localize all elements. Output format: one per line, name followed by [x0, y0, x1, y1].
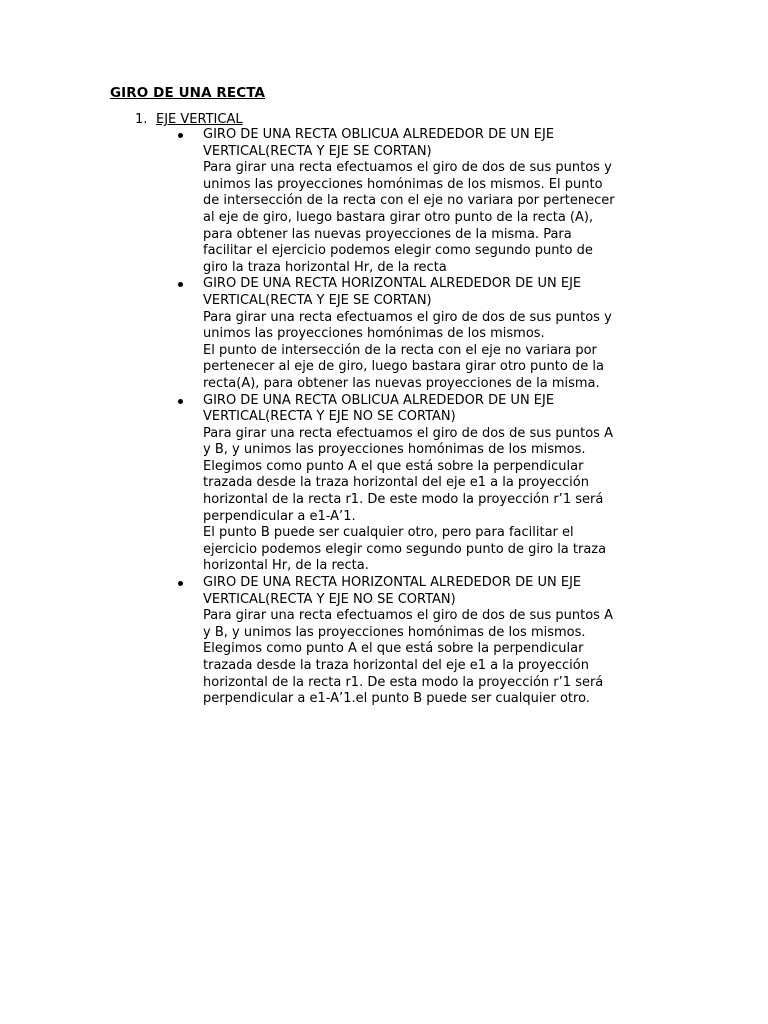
text-line: unimos las proyecciones homónimas de los mismos. — [203, 326, 545, 342]
text-line: unimos las proyecciones homónimas de los mismos. El punto — [203, 176, 603, 192]
text-line: GIRO DE UNA RECTA OBLICUA ALREDEDOR DE UN EJE — [203, 392, 555, 408]
text-line: ejercicio podemos elegir como segundo punto de giro la traza — [203, 541, 607, 557]
section-heading — [135, 112, 243, 127]
list-item-text — [203, 575, 663, 708]
list-item-text — [203, 276, 663, 392]
text-line: giro la traza horizontal Hr, de la recta — [203, 259, 447, 275]
bullet-icon — [178, 581, 183, 586]
text-line: VERTICAL(RECTA Y EJE SE CORTAN) — [203, 292, 432, 308]
text-line: perpendicular a e1-A’1.el punto B puede ser cualquier otro. — [203, 691, 590, 707]
text-line: Elegimos como punto A el que está sobre la perpendicular — [203, 641, 584, 657]
text-line: Para girar una recta efectuamos el giro de dos de sus puntos A — [203, 425, 613, 441]
text-line: GIRO DE UNA RECTA HORIZONTAL ALREDEDOR DE UN EJE — [203, 276, 582, 292]
list-item-text — [203, 127, 663, 276]
section-number: 1. — [135, 112, 148, 127]
list-item — [0, 393, 768, 576]
bullet-icon — [178, 399, 183, 404]
text-line: recta(A), para obtener las nuevas proyecciones de la misma. — [203, 375, 600, 391]
document-title: GIRO DE UNA RECTA — [110, 85, 266, 101]
text-line: de intersección de la recta con el eje no variara por pertenecer — [203, 193, 615, 209]
text-line: El punto de intersección de la recta con el eje no variara por — [203, 342, 597, 358]
text-line: VERTICAL(RECTA Y EJE NO SE CORTAN) — [203, 409, 456, 425]
text-line: VERTICAL(RECTA Y EJE SE CORTAN) — [203, 143, 432, 159]
bullet-icon — [178, 133, 183, 138]
text-line: Elegimos como punto A el que está sobre la perpendicular — [203, 458, 584, 474]
list-item — [0, 575, 768, 708]
text-line: Para girar una recta efectuamos el giro de dos de sus puntos A — [203, 608, 613, 624]
list-item — [0, 276, 768, 392]
list-item-text — [203, 393, 663, 576]
text-line: Para girar una recta efectuamos el giro de dos de sus puntos y — [203, 160, 612, 176]
text-line: al eje de giro, luego bastara girar otro punto de la recta (A), — [203, 209, 594, 225]
text-line: trazada desde la traza horizontal del eje e1 a la proyección — [203, 475, 589, 491]
section-label: EJE VERTICAL — [156, 112, 243, 127]
text-line: y B, y unimos las proyecciones homónimas de los mismos. — [203, 624, 586, 640]
text-line: y B, y unimos las proyecciones homónimas de los mismos. — [203, 442, 586, 458]
text-line: perpendicular a e1-A’1. — [203, 508, 356, 524]
text-line: horizontal de la recta r1. De esta modo la proyección r’1 será — [203, 674, 604, 690]
text-line: GIRO DE UNA RECTA HORIZONTAL ALREDEDOR DE UN EJE — [203, 575, 582, 591]
bullet-icon — [178, 282, 183, 287]
text-line: GIRO DE UNA RECTA OBLICUA ALREDEDOR DE UN EJE — [203, 127, 555, 142]
text-line: facilitar el ejercicio podemos elegir como segundo punto de — [203, 243, 593, 259]
text-line: horizontal Hr, de la recta. — [203, 558, 369, 574]
text-line: para obtener las nuevas proyecciones de la misma. Para — [203, 226, 572, 242]
text-line: horizontal de la recta r1. De este modo la proyección r’1 será — [203, 492, 604, 508]
text-line: pertenecer al eje de giro, luego bastara girar otro punto de la — [203, 359, 604, 375]
text-line: Para girar una recta efectuamos el giro de dos de sus puntos y — [203, 309, 612, 325]
list-item — [0, 127, 768, 276]
bullet-list — [0, 127, 768, 708]
text-line: El punto B puede ser cualquier otro, pero para facilitar el — [203, 525, 574, 541]
text-line: VERTICAL(RECTA Y EJE NO SE CORTAN) — [203, 591, 456, 607]
text-line: trazada desde la traza horizontal del eje e1 a la proyección — [203, 658, 589, 673]
